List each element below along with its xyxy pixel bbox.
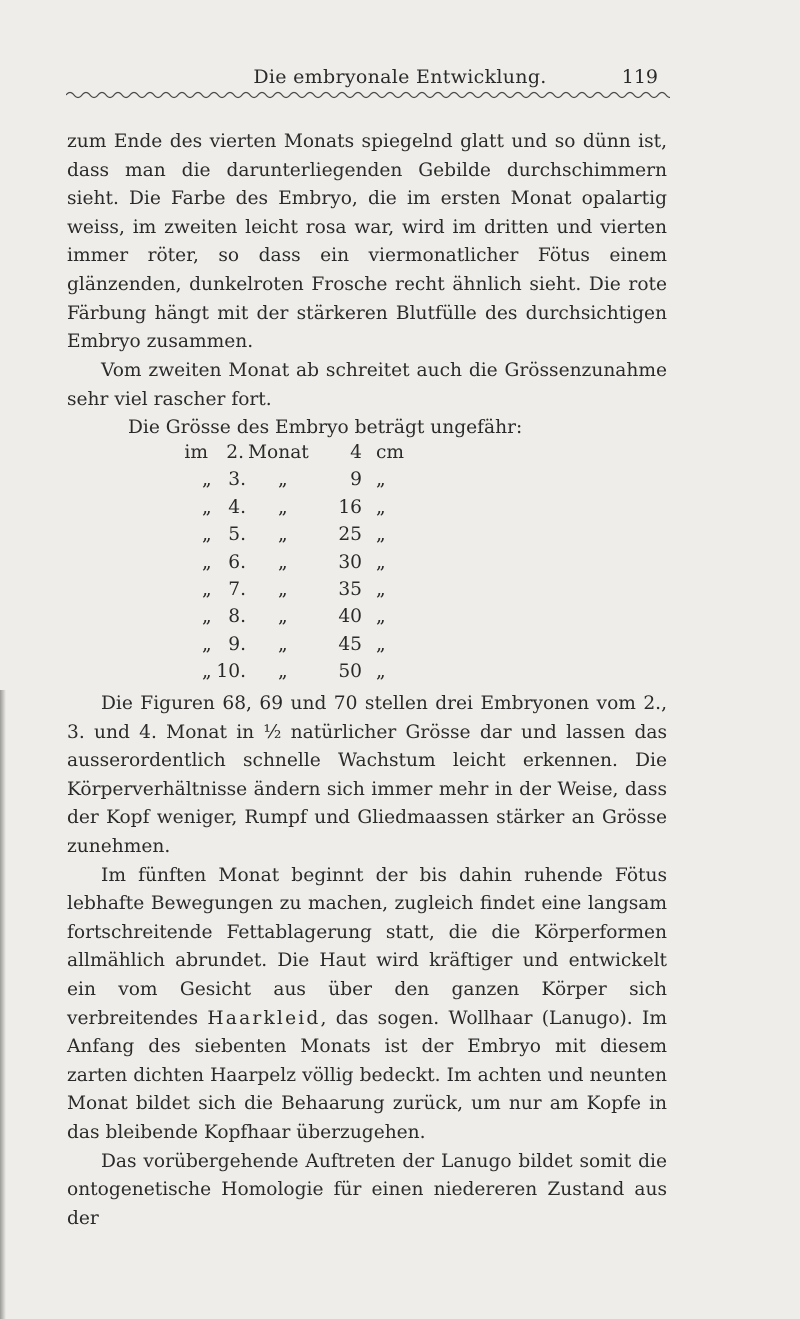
row-value: 25 [338,524,362,546]
row-ditto: „ [278,524,288,546]
row-unit: „ [376,661,386,683]
row-prefix: im [184,442,208,463]
row-month: 2. [226,442,244,463]
paragraph-4-end: , das sogen. Wollhaar (Lanugo). Im Anfang des siebenten Monats ist der Embryo mit diesem zarten dichten Haarpelz völlig bedeckt. Im achten und neunten Monat bildet sich die Behaarung zurück, um nur am Kopfe in das bleibende Kopfhaar überzugehen. [67,1007,667,1143]
paragraph-4-start: Im fünften Monat beginnt der bis dahin ruhende Fötus lebhafte Bewegungen zu machen, zugleich findet eine langsam fortschreitende Fettablagerung statt, die die Körperformen allmählich abrundet. Die Haut wird kräftiger und entwickelt ein vom Gesicht aus über den ganzen Körper sich verbreitendes [67,864,667,1029]
page-header [0,66,800,106]
row-unit: „ [376,524,386,546]
row-prefix: „ [202,524,212,546]
row-ditto: „ [278,661,288,683]
emphasized-term: Haarkleid [207,1007,321,1029]
row-unit: „ [376,469,386,491]
row-unit: „ [376,606,386,628]
row-prefix: „ [202,633,212,655]
paragraph-2-text: Vom zweiten Monat ab schreitet auch die Grössenzunahme sehr viel rascher fort. [67,360,667,410]
row-month: 7. [228,578,246,600]
row-unit: cm [376,442,405,463]
paragraph-3-text: Die Figuren 68, 69 und 70 stellen drei Embryonen vom 2., 3. und 4. Monat in ½ natürlicher Grösse dar und lassen das ausserordentlich schnelle Wachstum leicht erkennen. Die Körperverhältnisse ändern sich immer mehr in der Weise, dass der Kopf weniger, Rumpf und Gliedmaassen stärker an Grösse zunehmen. [67,693,667,857]
row-value: 4 [350,442,362,463]
row-unit: „ [376,551,386,573]
paragraph-5-text: Das vorübergehende Auftreten der Lanugo bildet somit die ontogenetische Homologie für einen niedereren Zustand aus der [67,1150,667,1229]
row-ditto: „ [278,469,288,491]
paragraph-2 [67,357,667,414]
row-month: 4. [228,496,246,518]
row-prefix: „ [202,496,212,518]
page-edge-shadow [0,690,6,1319]
row-prefix: „ [202,551,212,573]
row-ditto: „ [278,606,288,628]
row-month: 8. [228,606,246,628]
wavy-rule [66,90,670,100]
row-value: 35 [338,578,362,600]
row-ditto: „ [278,633,288,655]
row-prefix: „ [202,606,212,628]
row-month-word: Monat [248,442,309,463]
row-prefix: „ [202,578,212,600]
paragraph-1-text: zum Ende des vierten Monats spiegelnd glatt und so dünn ist, dass man die darunterliegenden Gebilde durchschimmern sieht. Die Farbe des Embryo, die im ersten Monat opalartig weiss, im zweiten leicht rosa war, wird im dritten und vierten immer röter, so dass ein viermonatlicher Fötus einem glänzenden, dunkelroten Frosche recht ähnlich sieht. Die rote Färbung hängt mit der stärkeren Blutfülle des durchsichtigen Embryo zusammen. [67,131,667,353]
page-number: 119 [621,66,658,88]
row-unit: „ [376,578,386,600]
row-value: 45 [338,633,362,655]
row-prefix: „ [202,469,212,491]
row-value: 16 [338,496,362,518]
row-month: 9. [228,633,246,655]
row-unit: „ [376,633,386,655]
row-month: 10. [216,661,246,683]
row-month: 5. [228,524,246,546]
paragraph-1 [67,128,667,357]
row-ditto: „ [278,551,288,573]
row-value: 30 [338,551,362,573]
row-month: 3. [228,469,246,491]
row-value: 50 [338,661,362,683]
row-ditto: „ [278,578,288,600]
row-prefix: „ [202,661,212,683]
body-text [67,690,667,1233]
running-head: Die embryonale Entwicklung. [253,66,547,88]
row-ditto: „ [278,496,288,518]
row-value: 40 [338,606,362,628]
row-value: 9 [350,469,362,491]
paragraph-4 [67,862,667,1148]
row-month: 6. [228,551,246,573]
row-unit: „ [376,496,386,518]
table-title: Die Grösse des Embryo beträgt ungefähr: [128,417,523,438]
